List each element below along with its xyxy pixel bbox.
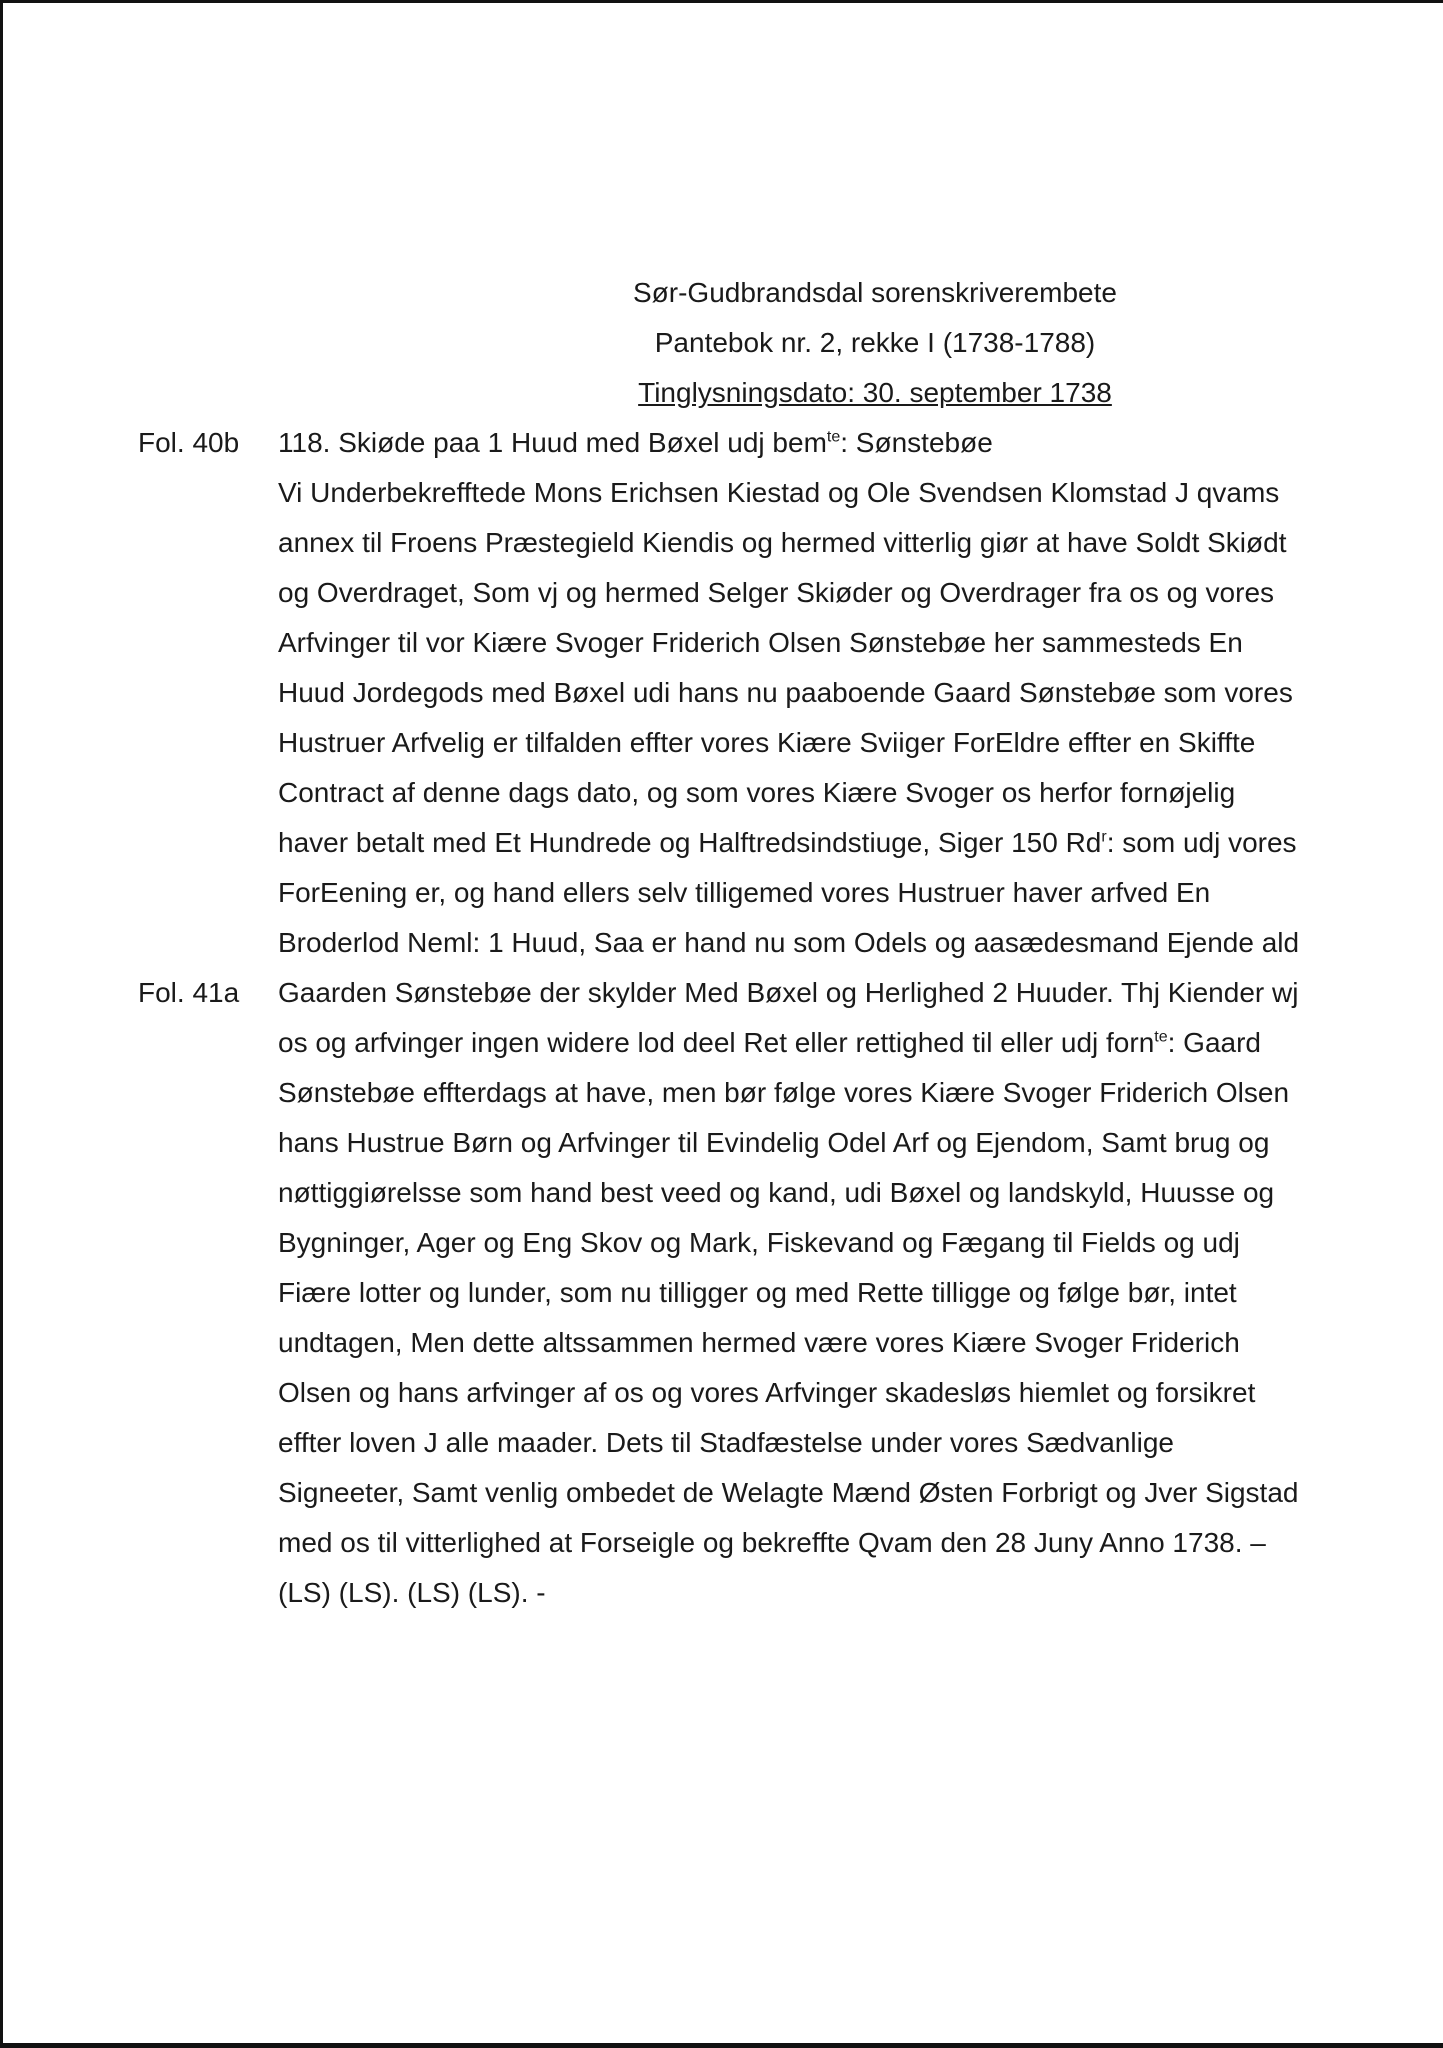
text-line: Vi Underbekrefftede Mons Erichsen Kiestad og Ole Svendsen Klomstad J qvams <box>278 477 1280 508</box>
page-border-bottom <box>0 2043 1443 2048</box>
office-title: Sør-Gudbrandsdal sorenskriverembete <box>633 277 1117 308</box>
text-line: og Overdraget, Som vj og hermed Selger Skiøder og Overdrager fra os og vores <box>278 577 1275 608</box>
registration-date: Tinglysningsdato: 30. september 1738 <box>638 377 1112 408</box>
folio-41a: Fol. 41a <box>138 977 240 1008</box>
text-line-farm: os og arfvinger ingen widere lod deel Ret eller rettighed til eller udj forn$^{te}$: Gaard <box>278 1027 1262 1058</box>
text-line: Contract af denne dags dato, og som vores Kiære Svoger os herfor fornøjelig <box>278 777 1236 808</box>
seal-marks: (LS) (LS). (LS) (LS). - <box>278 1577 546 1608</box>
text-line: Broderlod Neml: 1 Huud, Saa er hand nu som Odels og aasædesmand Ejende ald <box>278 927 1300 958</box>
text-line: undtagen, Men dette altssammen hermed være vores Kiære Svoger Friderich <box>278 1327 1240 1358</box>
text-line: Huud Jordegods med Bøxel udi hans nu paaboende Gaard Sønstebøe som vores <box>278 677 1293 708</box>
text-line: effter loven J alle maader. Dets til Stadfæstelse under vores Sædvanlige <box>278 1427 1174 1458</box>
book-title: Pantebok nr. 2, rekke I (1738-1788) <box>654 327 1096 358</box>
text-line: ForEening er, og hand ellers selv tilligemed vores Hustruer haver arfved En <box>278 877 1211 908</box>
text-line: Hustruer Arfvelig er tilfalden effter vores Kiære Sviiger ForEldre effter en Skiffte <box>278 727 1256 758</box>
text-line: Olsen og hans arfvinger af os og vores Arfvinger skadesløs hiemlet og forsikret <box>278 1377 1256 1408</box>
text-line: Signeeter, Samt venlig ombedet de Welagte Mænd Østen Forbrigt og Jver Sigstad <box>278 1477 1299 1508</box>
text-line: nøttiggiørelsse som hand best veed og kand, udi Bøxel og landskyld, Huusse og <box>278 1177 1275 1208</box>
text-line: Sønstebøe effterdags at have, men bør følge vores Kiære Svoger Friderich Olsen <box>278 1077 1290 1108</box>
text-line: hans Hustrue Børn og Arfvinger til Evindelig Odel Arf og Ejendom, Samt brug og <box>278 1127 1270 1158</box>
text-line: Fiære lotter og lunder, som nu tilligger og med Rette tilligge og følge bør, intet <box>278 1277 1237 1308</box>
page-border-top <box>0 0 1443 3</box>
entry-title: 118. Skiøde paa 1 Huud med Bøxel udj bem$^{te}$: Sønstebøe <box>278 427 993 458</box>
entry-lines-a <box>278 468 1358 818</box>
text-line-payment: haver betalt med Et Hundrede og Halftredsindstiuge, Siger 150 Rd$^r$: som udj vores <box>278 827 1297 858</box>
folio-40b: Fol. 40b <box>138 427 240 458</box>
entry-lines-c <box>278 1068 1358 1618</box>
text-line: Bygninger, Ager og Eng Skov og Mark, Fiskevand og Fægang til Fields og udj <box>278 1227 1240 1258</box>
entry-lines-b <box>278 868 1358 1018</box>
text-line: Gaarden Sønstebøe der skylder Med Bøxel og Herlighed 2 Huuder. Thj Kiender wj <box>278 977 1299 1008</box>
document-header <box>0 268 1443 418</box>
text-line: annex til Froens Præstegield Kiendis og hermed vitterlig giør at have Soldt Skiødt <box>278 527 1287 558</box>
text-line: med os til vitterlighed at Forseigle og bekreffte Qvam den 28 Juny Anno 1738. – <box>278 1527 1266 1558</box>
text-line: Arfvinger til vor Kiære Svoger Friderich Olsen Sønstebøe her sammesteds En <box>278 627 1243 658</box>
deed-entry <box>278 418 1358 1618</box>
